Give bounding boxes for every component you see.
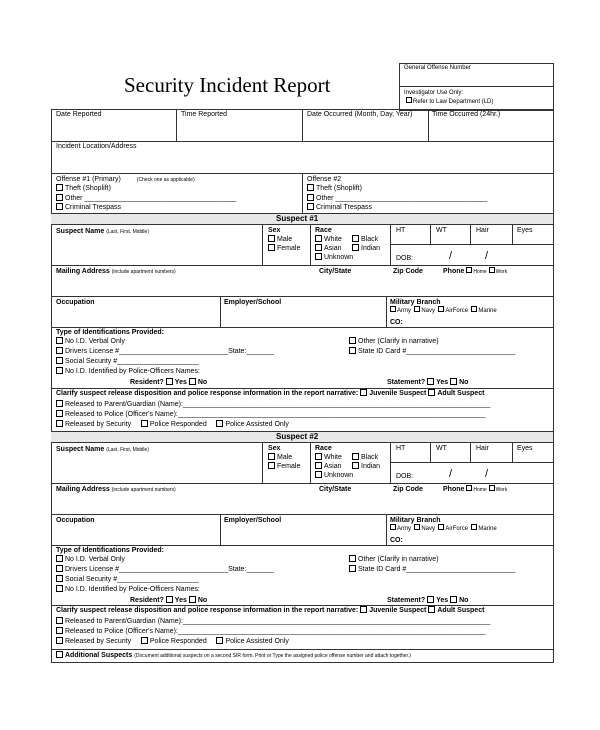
- offense2-label: Offense #2: [307, 176, 342, 183]
- suspect1-dob-label: DOB:: [396, 255, 414, 262]
- suspect2-verbal-checkbox[interactable]: [56, 555, 63, 562]
- suspect2-dob-slash-2: /: [485, 468, 489, 480]
- suspect1-white[interactable]: White: [315, 235, 342, 244]
- suspect1-mailing-label: Mailing Address (include apartment numbers): [56, 268, 176, 275]
- suspect1-unknown[interactable]: Unknown: [315, 253, 353, 262]
- offense1-theft-checkbox[interactable]: [56, 184, 63, 191]
- additional-suspects-checkbox[interactable]: [56, 651, 63, 658]
- location-label: Incident Location/Address: [56, 143, 137, 150]
- suspect2-released-parent-checkbox[interactable]: [56, 617, 63, 624]
- suspect1-black-checkbox[interactable]: [352, 235, 359, 242]
- suspect2-released-security-checkbox[interactable]: [56, 637, 63, 644]
- suspect2-released-parent[interactable]: Released to Parent/Guardian (Name):_______________________________________________________________________________: [56, 617, 490, 626]
- suspect1-work-checkbox[interactable]: [489, 267, 495, 273]
- suspect1-dob-slash-1: /: [449, 250, 453, 262]
- suspect2-unknown-checkbox[interactable]: [315, 471, 322, 478]
- suspect1-army-checkbox[interactable]: [390, 306, 396, 312]
- suspect2-state-id[interactable]: State ID Card #____________________________: [349, 565, 515, 574]
- suspect1-state-id[interactable]: State ID Card #____________________________: [349, 347, 515, 356]
- suspect1-police-assisted-checkbox[interactable]: [216, 420, 223, 427]
- date-reported-label: Date Reported: [56, 111, 102, 118]
- suspect2-zip-label: Zip Code: [393, 486, 423, 493]
- suspect2-army-checkbox[interactable]: [390, 524, 396, 530]
- suspect2-white-checkbox[interactable]: [315, 453, 322, 460]
- offense1-trespass-checkbox[interactable]: [56, 203, 63, 210]
- suspect2-occupation-label: Occupation: [56, 517, 95, 524]
- suspect2-wt: WT: [436, 445, 447, 452]
- offense1-theft[interactable]: Theft (Shoplift): [56, 184, 111, 193]
- suspect1-juvenile-checkbox[interactable]: [360, 389, 367, 396]
- time-reported-label: Time Reported: [181, 111, 228, 118]
- suspect2-unknown[interactable]: Unknown: [315, 471, 353, 480]
- suspect2-other-ident-checkbox[interactable]: [349, 555, 356, 562]
- suspect2-asian[interactable]: Asian: [315, 462, 342, 471]
- suspect1-male-checkbox[interactable]: [268, 235, 275, 242]
- suspect1-disposition[interactable]: Released by Security Police Responded Police Assisted Only: [56, 420, 289, 429]
- suspect1-resident-yes-checkbox[interactable]: [166, 378, 173, 385]
- suspect2-social[interactable]: Social Security #_____________________: [56, 575, 199, 584]
- suspect2-phone: Phone Home Work: [443, 486, 508, 493]
- suspect1-military-label: Military Branch: [390, 299, 441, 306]
- suspect2-race-label: Race: [315, 445, 332, 452]
- date-occurred-label: Date Occurred (Month, Day, Year): [307, 111, 413, 118]
- suspect2-heading: Suspect #2: [276, 432, 319, 441]
- suspect1-ident-label: Type of Identifications Provided:: [56, 329, 164, 336]
- suspect1-employer-label: Employer/School: [224, 299, 282, 306]
- suspect2-navy-checkbox[interactable]: [414, 524, 420, 530]
- suspect2-sex-label: Sex: [268, 445, 281, 452]
- offense2-other[interactable]: Other _______________________________________: [307, 194, 487, 203]
- suspect2-statement-yes-checkbox[interactable]: [427, 596, 434, 603]
- suspect1-co-label: CO:: [390, 319, 403, 326]
- suspect1-home-checkbox[interactable]: [466, 267, 472, 273]
- offense2-trespass[interactable]: Criminal Trespass: [307, 203, 372, 212]
- suspect1-resident-no-checkbox[interactable]: [189, 378, 196, 385]
- time-occurred-label: Time Occurred (24hr.): [432, 111, 501, 118]
- suspect1-state-id-checkbox[interactable]: [349, 347, 356, 354]
- suspect2-co-label: CO:: [390, 537, 403, 544]
- suspect2-military-label: Military Branch: [390, 517, 441, 524]
- suspect1-female-checkbox[interactable]: [268, 244, 275, 251]
- suspect1-other-ident[interactable]: Other (Clarify in narrative): [349, 337, 439, 346]
- suspect1-race-label: Race: [315, 227, 332, 234]
- suspect2-other-ident[interactable]: Other (Clarify in narrative): [349, 555, 439, 564]
- suspect1-phone: Phone Home Work: [443, 268, 508, 275]
- offense1-other-checkbox[interactable]: [56, 194, 63, 201]
- suspect1-verbal[interactable]: No I.D. Verbal Only: [56, 337, 125, 346]
- suspect2-eyes: Eyes: [517, 445, 533, 452]
- suspect2-noid-checkbox[interactable]: [56, 585, 63, 592]
- suspect2-indian[interactable]: Indian: [352, 462, 380, 471]
- suspect1-adult-checkbox[interactable]: [428, 389, 435, 396]
- suspect2-work-checkbox[interactable]: [489, 485, 495, 491]
- suspect1-social[interactable]: Social Security #_____________________: [56, 357, 199, 366]
- suspect2-marine-checkbox[interactable]: [471, 524, 477, 530]
- suspect2-branches[interactable]: Army Navy AirForce Marine: [390, 525, 497, 533]
- suspect1-resident: Resident? Yes No: [130, 379, 208, 386]
- suspect1-navy-checkbox[interactable]: [414, 306, 420, 312]
- suspect2-airforce-checkbox[interactable]: [438, 524, 444, 530]
- suspect2-city-label: City/State: [319, 486, 352, 493]
- refer-law-checkbox[interactable]: [406, 97, 412, 103]
- additional-suspects[interactable]: Additional Suspects (Document additional suspects on a second SIR form. Print or Type the assigned police offense number and attach together.): [56, 651, 411, 660]
- suspect2-ident-label: Type of Identifications Provided:: [56, 547, 164, 554]
- suspect2-resident-no-checkbox[interactable]: [189, 596, 196, 603]
- suspect1-released-police[interactable]: Released to Police (Officer's Name):_______________________________________________________________________________: [56, 410, 485, 419]
- suspect1-drivers-checkbox[interactable]: [56, 347, 63, 354]
- suspect2-mailing-label: Mailing Address (include apartment numbers): [56, 486, 176, 493]
- suspect2-released-police-checkbox[interactable]: [56, 627, 63, 634]
- suspect2-black-checkbox[interactable]: [352, 453, 359, 460]
- suspect2-black[interactable]: Black: [352, 453, 378, 462]
- suspect1-airforce-checkbox[interactable]: [438, 306, 444, 312]
- suspect1-wt: WT: [436, 227, 447, 234]
- suspect2-juvenile-checkbox[interactable]: [360, 606, 367, 613]
- offense1-trespass[interactable]: Criminal Trespass: [56, 203, 121, 212]
- offense2-other-checkbox[interactable]: [307, 194, 314, 201]
- suspect2-male-checkbox[interactable]: [268, 453, 275, 460]
- suspect1-occupation-label: Occupation: [56, 299, 95, 306]
- suspect1-noid[interactable]: No I.D. Identified by Police-Officers Names:: [56, 367, 200, 376]
- offense2-trespass-checkbox[interactable]: [307, 203, 314, 210]
- offense1-other[interactable]: Other _______________________________________: [56, 194, 236, 203]
- offense2-theft-checkbox[interactable]: [307, 184, 314, 191]
- suspect1-police-responded-checkbox[interactable]: [141, 420, 148, 427]
- suspect1-eyes: Eyes: [517, 227, 533, 234]
- suspect2-white[interactable]: White: [315, 453, 342, 462]
- suspect1-released-parent[interactable]: Released to Parent/Guardian (Name):_______________________________________________________________________________: [56, 400, 490, 409]
- suspect1-heading: Suspect #1: [276, 214, 319, 223]
- suspect2-dob-slash-1: /: [449, 468, 453, 480]
- suspect1-verbal-checkbox[interactable]: [56, 337, 63, 344]
- page-title: Security Incident Report: [124, 73, 331, 97]
- suspect2-police-responded-checkbox[interactable]: [141, 637, 148, 644]
- suspect2-dob-label: DOB:: [396, 473, 414, 480]
- suspect1-released-police-checkbox[interactable]: [56, 410, 63, 417]
- suspect2-employer-label: Employer/School: [224, 517, 282, 524]
- suspect2-female[interactable]: Female: [268, 462, 300, 471]
- suspect1-sex-label: Sex: [268, 227, 281, 234]
- suspect2-verbal[interactable]: No I.D. Verbal Only: [56, 555, 125, 564]
- suspect2-statement-no-checkbox[interactable]: [450, 596, 457, 603]
- suspect1-asian[interactable]: Asian: [315, 244, 342, 253]
- offense2-theft[interactable]: Theft (Shoplift): [307, 184, 362, 193]
- suspect2-ht: HT: [396, 445, 406, 452]
- suspect1-female[interactable]: Female: [268, 244, 300, 253]
- suspect1-city-label: City/State: [319, 268, 352, 275]
- suspect2-adult-checkbox[interactable]: [428, 606, 435, 613]
- suspect1-male[interactable]: Male: [268, 235, 292, 244]
- suspect1-black[interactable]: Black: [352, 235, 378, 244]
- suspect2-male[interactable]: Male: [268, 453, 292, 462]
- suspect2-drivers[interactable]: Drivers License #____________________________State:_______: [56, 565, 274, 574]
- suspect2-released-police[interactable]: Released to Police (Officer's Name):_______________________________________________________________________________: [56, 627, 485, 636]
- suspect1-hair: Hair: [476, 227, 489, 234]
- suspect1-social-checkbox[interactable]: [56, 357, 63, 364]
- suspect1-clarify: Clarify suspect release disposition and police response information in the report narrative: Juvenile Suspect Adult Suspect: [56, 390, 485, 397]
- suspect2-state-id-checkbox[interactable]: [349, 565, 356, 572]
- suspect1-released-security-checkbox[interactable]: [56, 420, 63, 427]
- refer-law-checkbox-row[interactable]: Refer to Law Department (LD): [406, 98, 493, 106]
- suspect2-disposition[interactable]: Released by Security Police Responded Police Assisted Only: [56, 637, 289, 646]
- suspect2-resident: Resident? Yes No: [130, 597, 208, 604]
- suspect1-name-label: Suspect Name (Last, First, Middle): [56, 228, 149, 235]
- investigator-label: Investigator Use Only:: [404, 90, 464, 96]
- suspect2-resident-yes-checkbox[interactable]: [166, 596, 173, 603]
- offense1-label: Offense #1 (Primary) (Check one as applicable): [56, 176, 195, 183]
- general-offense-label: General Offense Number: [404, 65, 471, 71]
- suspect1-statement-yes-checkbox[interactable]: [427, 378, 434, 385]
- suspect2-statement: Statement? Yes No: [387, 597, 469, 604]
- suspect1-released-parent-checkbox[interactable]: [56, 400, 63, 407]
- suspect2-social-checkbox[interactable]: [56, 575, 63, 582]
- suspect1-indian[interactable]: Indian: [352, 244, 380, 253]
- suspect2-police-assisted-checkbox[interactable]: [216, 637, 223, 644]
- suspect1-drivers[interactable]: Drivers License #____________________________State:_______: [56, 347, 274, 356]
- suspect2-name-label: Suspect Name (Last, First, Middle): [56, 446, 149, 453]
- suspect2-clarify: Clarify suspect release disposition and police response information in the report narrative: Juvenile Suspect Adult Suspect: [56, 607, 485, 614]
- suspect2-hair: Hair: [476, 445, 489, 452]
- suspect2-drivers-checkbox[interactable]: [56, 565, 63, 572]
- suspect1-asian-checkbox[interactable]: [315, 244, 322, 251]
- suspect1-zip-label: Zip Code: [393, 268, 423, 275]
- suspect1-noid-checkbox[interactable]: [56, 367, 63, 374]
- suspect2-noid[interactable]: No I.D. Identified by Police-Officers Names:: [56, 585, 200, 594]
- suspect1-unknown-checkbox[interactable]: [315, 253, 322, 260]
- suspect1-statement: Statement? Yes No: [387, 379, 469, 386]
- suspect1-branches[interactable]: Army Navy AirForce Marine: [390, 307, 497, 315]
- suspect2-indian-checkbox[interactable]: [352, 462, 359, 469]
- suspect1-ht: HT: [396, 227, 406, 234]
- suspect2-asian-checkbox[interactable]: [315, 462, 322, 469]
- suspect1-other-ident-checkbox[interactable]: [349, 337, 356, 344]
- suspect2-female-checkbox[interactable]: [268, 462, 275, 469]
- suspect1-dob-slash-2: /: [485, 250, 489, 262]
- suspect1-indian-checkbox[interactable]: [352, 244, 359, 251]
- suspect1-marine-checkbox[interactable]: [471, 306, 477, 312]
- suspect1-white-checkbox[interactable]: [315, 235, 322, 242]
- suspect2-home-checkbox[interactable]: [466, 485, 472, 491]
- suspect1-statement-no-checkbox[interactable]: [450, 378, 457, 385]
